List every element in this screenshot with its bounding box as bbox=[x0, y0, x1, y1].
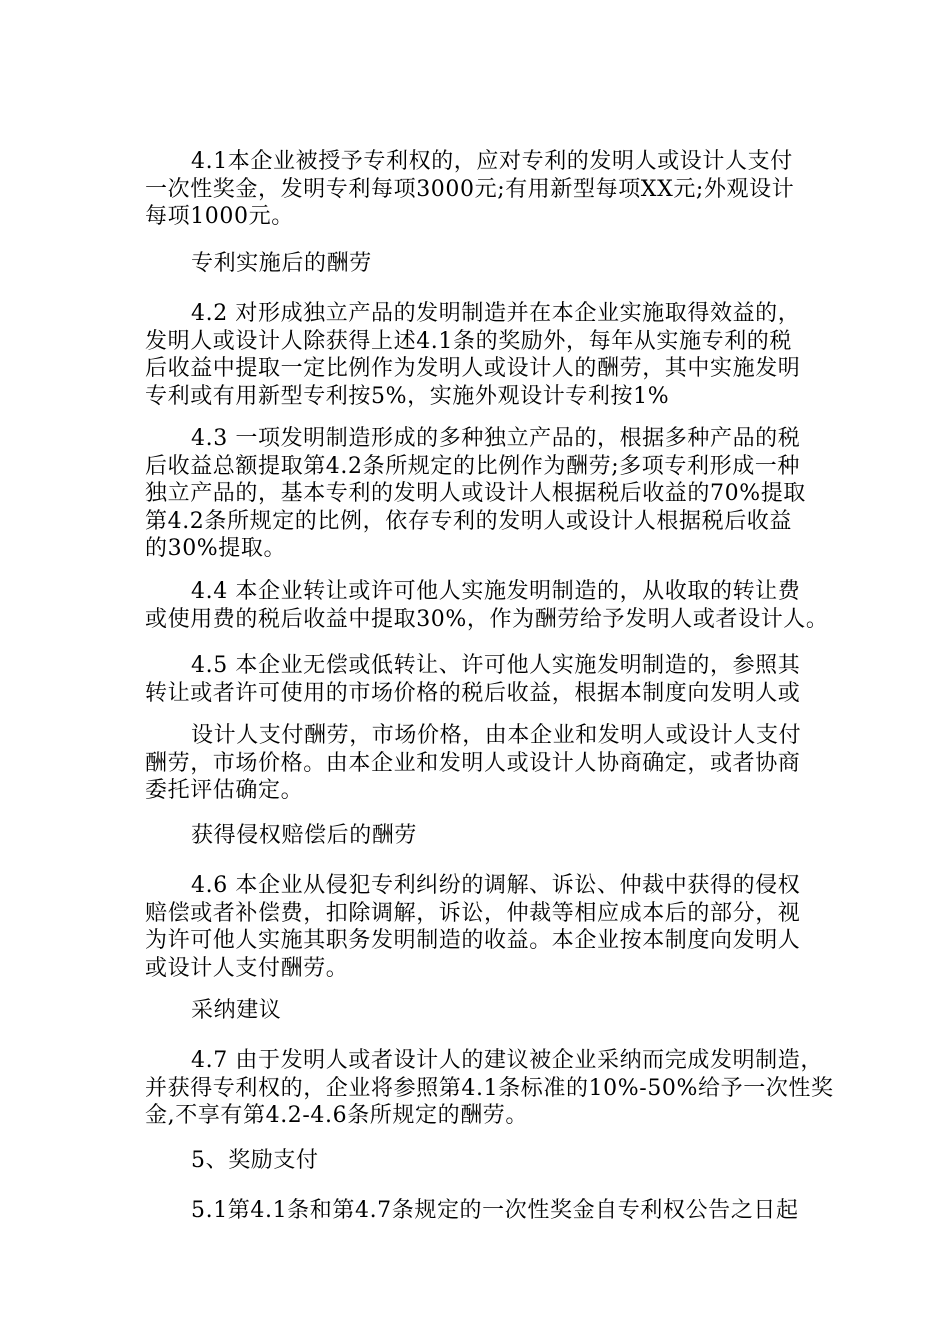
text-line: 后收益中提取一定比例作为发明人或设计人的酬劳，其中实施发明 bbox=[145, 356, 801, 381]
text-line: 赔偿或者补偿费，扣除调解，诉讼，仲裁等相应成本后的部分，视 bbox=[145, 900, 801, 926]
text-line: 4.2 对形成独立产品的发明制造并在本企业实施取得效益的， bbox=[191, 301, 801, 326]
text-line: 4.3 一项发明制造形成的多种独立产品的，根据多种产品的税 bbox=[191, 426, 801, 451]
paragraph-4-1 bbox=[145, 148, 805, 231]
paragraph-4-2 bbox=[145, 300, 805, 410]
text-line: 发明人或设计人除获得上述4.1条的奖励外，每年从实施专利的税 bbox=[145, 328, 792, 354]
text-line: 5.1第4.1条和第4.7条规定的一次性奖金自专利权公告之日起 bbox=[191, 1198, 799, 1223]
text-line: 4.4 本企业转让或许可他人实施发明制造的，从收取的转让费 bbox=[191, 579, 801, 604]
text-line: 4.1本企业被授予专利权的，应对专利的发明人或设计人支付 bbox=[191, 149, 793, 174]
text-line: 的30%提取。 bbox=[145, 536, 287, 561]
section-heading-patent-implementation bbox=[145, 250, 805, 278]
text-line: 独立产品的，基本专利的发明人或设计人根据税后收益的70%提取 bbox=[145, 481, 806, 506]
text-line: 每项1000元。 bbox=[145, 204, 294, 229]
heading-text: 5、奖励支付 bbox=[191, 1148, 319, 1173]
text-line: 转让或者许可使用的市场价格的税后收益，根据本制度向发明人或 bbox=[145, 680, 801, 706]
paragraph-4-5-continued bbox=[145, 722, 805, 805]
text-line: 或设计人支付酬劳。 bbox=[145, 955, 349, 981]
paragraph-5-1 bbox=[145, 1197, 805, 1225]
section-heading-infringement bbox=[145, 822, 805, 850]
text-line: 4.5 本企业无偿或低转让、许可他人实施发明制造的，参照其 bbox=[191, 653, 801, 678]
text-line: 为许可他人实施其职务发明制造的收益。本企业按本制度向发明人 bbox=[145, 928, 801, 953]
paragraph-4-7 bbox=[145, 1047, 834, 1130]
paragraph-4-3 bbox=[145, 425, 805, 563]
text-line: 4.7 由于发明人或者设计人的建议被企业采纳而完成发明制造， bbox=[191, 1048, 823, 1073]
heading-text: 采纳建议 bbox=[191, 998, 282, 1023]
text-line: 专利或有用新型专利按5%，实施外观设计专利按1% bbox=[145, 383, 670, 409]
section-heading-reward-payment bbox=[145, 1147, 805, 1175]
text-line: 4.6 本企业从侵犯专利纠纷的调解、诉讼、仲裁中获得的侵权 bbox=[191, 873, 801, 898]
text-line: 或使用费的税后收益中提取30%，作为酬劳给予发明人或者设计人。 bbox=[145, 606, 829, 632]
text-line: 金,不享有第4.2-4.6条所规定的酬劳。 bbox=[145, 1103, 529, 1128]
paragraph-4-6 bbox=[145, 872, 805, 982]
paragraph-4-4 bbox=[145, 578, 829, 633]
text-line: 后收益总额提取第4.2条所规定的比例作为酬劳;多项专利形成一种 bbox=[145, 453, 801, 479]
paragraph-4-5 bbox=[145, 652, 805, 707]
text-line: 并获得专利权的，企业将参照第4.1条标准的10%-50%给予一次性奖 bbox=[145, 1075, 834, 1101]
text-line: 酬劳，市场价格。由本企业和发明人或设计人协商确定，或者协商 bbox=[145, 750, 801, 776]
text-line: 设计人支付酬劳，市场价格，由本企业和发明人或设计人支付 bbox=[191, 723, 802, 748]
text-line: 第4.2条所规定的比例，依存专利的发明人或设计人根据税后收益 bbox=[145, 508, 792, 534]
section-heading-adopt-suggestion bbox=[145, 997, 805, 1025]
heading-text: 获得侵权赔偿后的酬劳 bbox=[191, 823, 418, 848]
heading-text: 专利实施后的酬劳 bbox=[191, 251, 372, 276]
text-line: 委托评估确定。 bbox=[145, 778, 304, 803]
text-line: 一次性奖金，发明专利每项3000元;有用新型每项XX元;外观设计 bbox=[145, 176, 795, 202]
